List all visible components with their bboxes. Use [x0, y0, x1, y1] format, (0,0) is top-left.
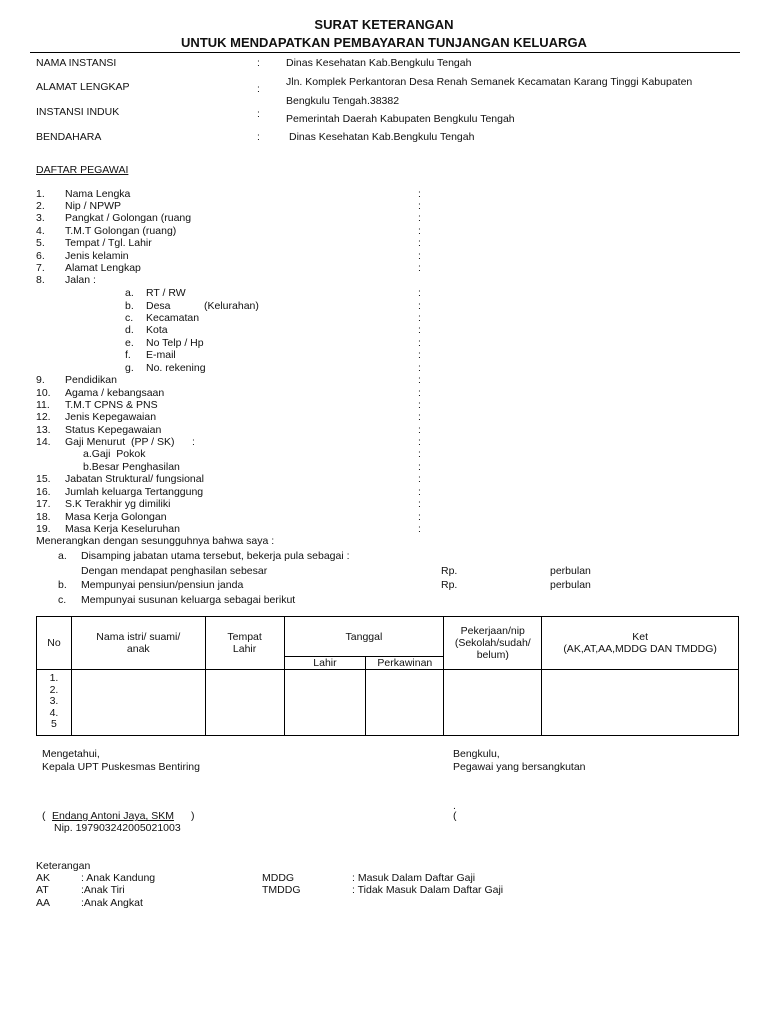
item-colon: :: [418, 250, 421, 262]
item-label: Gaji Menurut (PP / SK) :: [65, 436, 195, 448]
subitem-label: No Telp / Hp: [146, 337, 204, 349]
per-month-label: perbulan: [550, 565, 591, 577]
sign-left-name: Endang Antoni Jaya, SKM: [52, 810, 174, 822]
item-colon: :: [418, 424, 421, 436]
item-colon: :: [418, 337, 421, 349]
item-colon: :: [418, 200, 421, 212]
statement-letter: c.: [58, 594, 67, 606]
document-title: SURAT KETERANGAN: [314, 17, 454, 32]
header-tanggal: [284, 617, 444, 657]
item-colon: :: [418, 374, 421, 386]
header-pekerjaan: [444, 617, 542, 670]
currency-label: Rp.: [441, 565, 458, 577]
item-colon: :: [418, 188, 421, 200]
item-number: 14.: [36, 436, 51, 448]
statement-a-income: Dengan mendapat penghasilan sebesar: [81, 565, 268, 577]
item-number: 6.: [36, 250, 45, 262]
item-label: Tempat / Tgl. Lahir: [65, 237, 152, 249]
item-label: Jumlah keluarga Tertanggung: [65, 486, 204, 498]
gaji-subitem-label: a.Gaji Pokok: [83, 448, 146, 460]
subitem-label: E-mail: [146, 349, 176, 361]
item-label: Pendidikan: [65, 374, 117, 386]
item-number: 18.: [36, 511, 51, 523]
item-colon: :: [418, 212, 421, 224]
header-pekerjaan-line2: (Sekolah/sudah/: [454, 637, 531, 649]
currency-label: Rp.: [441, 579, 458, 591]
legend-desc: :Anak Tiri: [81, 884, 125, 896]
item-colon: :: [418, 498, 421, 510]
header-value-alamat: Jln. Komplek Perkantoran Desa Renah Semanek Kecamatan Karang Tinggi Kabupaten: [286, 76, 693, 88]
sign-left-nip: Nip. 197903242005021003: [54, 822, 181, 834]
cell-tanggal-perkawinan[interactable]: [366, 670, 444, 736]
item-number: 10.: [36, 387, 51, 399]
sign-right-line1: Bengkulu,: [453, 748, 500, 760]
header-tanggal-label: Tanggal: [345, 630, 383, 643]
item-label: T.M.T CPNS & PNS: [65, 399, 158, 411]
header-colon: :: [257, 83, 260, 95]
row-number: 1.: [49, 672, 59, 684]
item-number: 1.: [36, 188, 45, 200]
cell-nama[interactable]: [71, 670, 205, 736]
item-number: 13.: [36, 424, 51, 436]
row-number: 2.: [49, 683, 59, 696]
item-colon: :: [418, 486, 421, 498]
item-label: Nip / NPWP: [65, 200, 122, 212]
row-number: 3.: [49, 695, 59, 707]
item-label: T.M.T Golongan (ruang): [65, 225, 177, 237]
item-colon: :: [418, 237, 421, 249]
header-tempat-line2: Lahir: [232, 643, 257, 655]
legend-code: TMDDG: [262, 884, 301, 896]
item-label: Nama Lengka: [65, 188, 131, 200]
header-value-alamat-line2: Bengkulu Tengah.38382: [286, 95, 400, 107]
item-number: 17.: [36, 498, 51, 510]
sign-left-paren-open: (: [42, 810, 46, 822]
item-label: Agama / kebangsaan: [65, 387, 165, 399]
header-value-bendahara: Dinas Kesehatan Kab.Bengkulu Tengah: [289, 131, 475, 143]
legend-desc: : Tidak Masuk Dalam Daftar Gaji: [352, 884, 504, 896]
header-value-instansi-induk: Pemerintah Daerah Kabupaten Bengkulu Tengah: [286, 113, 515, 125]
item-label: Jenis Kepegawaian: [65, 411, 157, 423]
header-label-nama-instansi: NAMA INSTANSI: [36, 57, 117, 69]
row-numbers-cell: [37, 670, 72, 736]
row-number: 4.: [49, 706, 59, 719]
statement-b-text: Mempunyai pensiun/pensiun janda: [81, 579, 244, 591]
legend-desc: : Masuk Dalam Daftar Gaji: [352, 872, 476, 884]
header-lahir: [284, 657, 366, 670]
family-table: [36, 616, 739, 736]
item-colon: :: [418, 300, 421, 312]
header-perkawinan: [366, 657, 444, 670]
statement-c-text: Mempunyai susunan keluarga sebagai berikut: [81, 594, 296, 606]
statement-letter: b.: [58, 579, 67, 591]
sign-left-line1: Mengetahui,: [42, 748, 100, 760]
per-month-label: perbulan: [550, 579, 591, 591]
item-label: Alamat Lengkap: [65, 262, 141, 274]
header-ket-line1: Ket: [632, 631, 648, 643]
header-pekerjaan-line1: Pekerjaan/nip: [460, 625, 525, 637]
header-colon: :: [257, 131, 260, 143]
header-label-alamat: ALAMAT LENGKAP: [36, 81, 130, 93]
subitem-label: Desa: [146, 300, 171, 312]
header-ket-line2: (AK,AT,AA,MDDG DAN TMDDG): [563, 643, 717, 655]
item-label: Jabatan Struktural/ fungsional: [65, 473, 204, 485]
subitem-label: RT / RW: [146, 287, 186, 299]
item-colon: :: [418, 225, 421, 237]
item-colon: :: [418, 411, 421, 423]
item-colon: :: [418, 511, 421, 523]
item-label: Jalan :: [65, 274, 96, 286]
item-label: Masa Kerja Golongan: [65, 511, 167, 523]
statement-a-text: Disamping jabatan utama tersebut, bekerja pula sebagai :: [81, 550, 350, 562]
item-colon: :: [418, 362, 421, 374]
legend-desc: : Anak Kandung: [81, 872, 156, 884]
item-number: 8.: [36, 274, 45, 286]
header-colon: :: [257, 108, 260, 120]
header-nama-line2: anak: [126, 643, 150, 655]
item-colon: :: [418, 523, 421, 535]
item-label: Pangkat / Golongan (ruang: [65, 212, 192, 224]
item-colon: :: [418, 473, 421, 485]
legend-code: MDDG: [262, 872, 295, 884]
cell-tempat-lahir[interactable]: [205, 670, 284, 736]
item-label: Status Kepegawaian: [65, 424, 162, 436]
item-number: 5.: [36, 237, 45, 249]
subitem-letter: g.: [125, 362, 134, 374]
sign-left-line2: Kepala UPT Puskesmas Bentiring: [42, 761, 200, 773]
header-nama-line1: Nama istri/ suami/: [96, 631, 181, 643]
subitem-letter: b.: [125, 300, 134, 312]
header-no: [37, 617, 72, 670]
sign-right-dot: .: [453, 800, 456, 812]
item-number: 15.: [36, 473, 51, 485]
section-heading-daftar-pegawai: DAFTAR PEGAWAI: [36, 164, 129, 176]
item-colon: :: [418, 312, 421, 324]
item-label: Masa Kerja Keseluruhan: [65, 523, 180, 535]
item-colon: :: [418, 436, 421, 448]
header-label-bendahara: BENDAHARA: [36, 131, 102, 143]
item-colon: :: [418, 448, 421, 460]
item-number: 4.: [36, 225, 45, 237]
item-colon: :: [418, 399, 421, 411]
gaji-subitem-label: b.Besar Penghasilan: [83, 461, 180, 473]
legend-desc: :Anak Angkat: [81, 897, 143, 909]
item-number: 16.: [36, 486, 51, 498]
item-colon: :: [418, 461, 421, 473]
statement-intro: Menerangkan dengan sesungguhnya bahwa saya :: [36, 535, 275, 547]
item-label: S.K Terakhir yg dimiliki: [65, 498, 171, 510]
subitem-letter: f.: [125, 349, 131, 361]
item-number: 2.: [36, 200, 45, 212]
subitem-extra: (Kelurahan): [204, 300, 259, 312]
subitem-letter: e.: [125, 337, 134, 349]
header-ket: [542, 617, 739, 670]
header-colon: :: [257, 57, 260, 69]
header-nama: [71, 617, 205, 670]
header-perkawinan-label: Perkawinan: [377, 657, 433, 669]
statement-letter: a.: [58, 550, 67, 562]
item-colon: :: [418, 287, 421, 299]
subitem-label: Kecamatan: [146, 312, 200, 324]
header-value-nama-instansi: Dinas Kesehatan Kab.Bengkulu Tengah: [286, 57, 472, 69]
subitem-letter: d.: [125, 324, 134, 336]
legend-code: AA: [36, 897, 51, 909]
document-subtitle: UNTUK MENDAPATKAN PEMBAYARAN TUNJANGAN KELUARGA: [181, 35, 587, 50]
item-number: 9.: [36, 374, 45, 386]
header-tempat-lahir: [205, 617, 284, 670]
item-number: 11.: [36, 399, 50, 411]
title-divider: [30, 52, 740, 53]
subitem-label: No. rekening: [146, 362, 206, 374]
legend-heading: Keterangan: [36, 860, 91, 872]
item-colon: :: [418, 349, 421, 361]
header-pekerjaan-line3: belum): [476, 649, 509, 661]
item-number: 3.: [36, 212, 45, 224]
item-number: 19.: [36, 523, 51, 535]
header-label-instansi-induk: INSTANSI INDUK: [36, 106, 120, 118]
legend-code: AT: [36, 884, 49, 896]
sign-right-paren: (: [453, 810, 457, 822]
cell-tanggal-lahir[interactable]: [284, 670, 366, 736]
header-lahir-label: Lahir: [313, 657, 337, 669]
header-no-label: No: [47, 637, 61, 649]
item-number: 12.: [36, 411, 51, 423]
subitem-label: Kota: [146, 324, 168, 336]
item-colon: :: [418, 324, 421, 336]
item-label: Jenis kelamin: [65, 250, 129, 262]
item-number: 7.: [36, 262, 45, 274]
header-tempat-line1: Tempat: [227, 631, 262, 643]
item-colon: :: [418, 262, 421, 274]
row-number: 5: [51, 718, 57, 730]
cell-pekerjaan[interactable]: [444, 670, 542, 736]
subitem-letter: c.: [125, 312, 134, 324]
item-colon: :: [418, 387, 421, 399]
subitem-letter: a.: [125, 287, 134, 299]
cell-ket[interactable]: [542, 670, 739, 736]
sign-right-line2: Pegawai yang bersangkutan: [453, 761, 586, 773]
legend-code: AK: [36, 872, 51, 884]
sign-left-paren-close: ): [191, 810, 195, 822]
